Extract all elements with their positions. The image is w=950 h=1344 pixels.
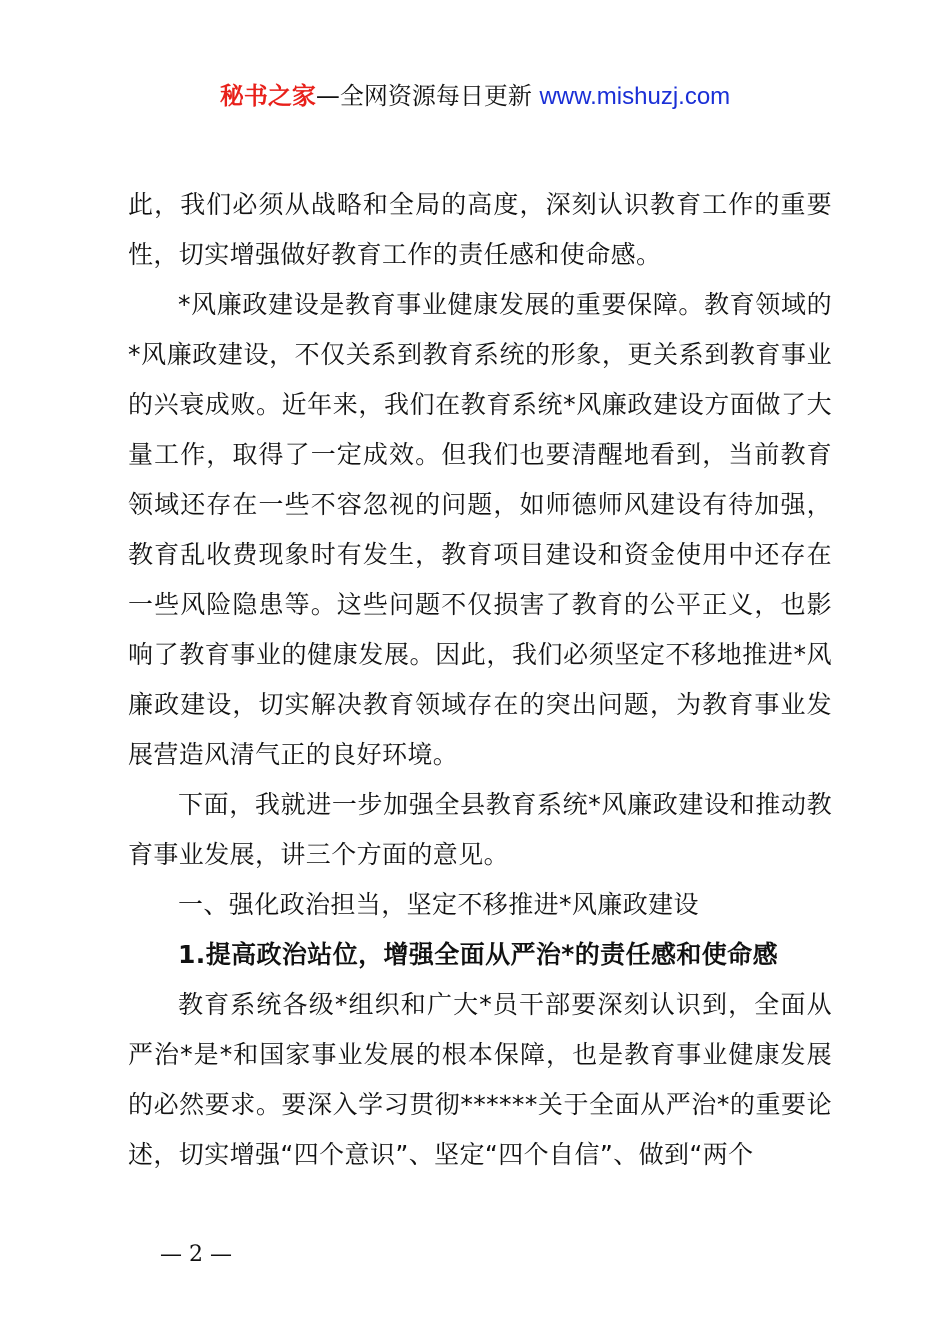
document-body xyxy=(128,180,832,1180)
site-brand: 秘书之家 xyxy=(219,82,316,110)
paragraph-integrity-importance: *风廉政建设是教育事业健康发展的重要保障。教育领域的*风廉政建设，不仅关系到教育系统的形象，更关系到教育事业的兴衰成败。近年来，我们在教育系统*风廉政建设方面做了大量工作，取得了一定成效。但我们也要清醒地看到，当前教育领域还存在一些不容忽视的问题，如师德师风建设有待加强，教育乱收费现象时有发生，教育项目建设和资金使用中还存在一些风险隐患等。这些问题不仅损害了教育的公平正义，也影响了教育事业的健康发展。因此，我们必须坚定不移地推进*风廉政建设，切实解决教育领域存在的突出问题，为教育事业发展营造风清气正的良好环境。 xyxy=(128,290,832,769)
site-header xyxy=(0,80,950,113)
section-heading-1: 一、强化政治担当，坚定不移推进*风廉政建设 xyxy=(178,890,699,919)
subsection-heading-1-1: 1.提高政治站位，增强全面从严治*的责任感和使命感 xyxy=(178,940,778,969)
page-number: — 2 — xyxy=(160,1242,232,1267)
site-url[interactable]: www.mishuzj.com xyxy=(539,83,731,110)
paragraph-continuation: 此，我们必须从战略和全局的高度，深刻认识教育工作的重要性，切实增强做好教育工作的责任感和使命感。 xyxy=(128,190,832,269)
paragraph-political-stance: 教育系统各级*组织和广大*员干部要深刻认识到，全面从严治*是*和国家事业发展的根本保障，也是教育事业健康发展的必然要求。要深入学习贯彻******关于全面从严治*的重要论述，切实增强“四个意识”、坚定“四个自信”、做到“两个 xyxy=(128,990,832,1169)
site-tagline: —全网资源每日更新 xyxy=(315,82,540,110)
paragraph-introduction: 下面，我就进一步加强全县教育系统*风廉政建设和推动教育事业发展，讲三个方面的意见。 xyxy=(128,790,832,869)
